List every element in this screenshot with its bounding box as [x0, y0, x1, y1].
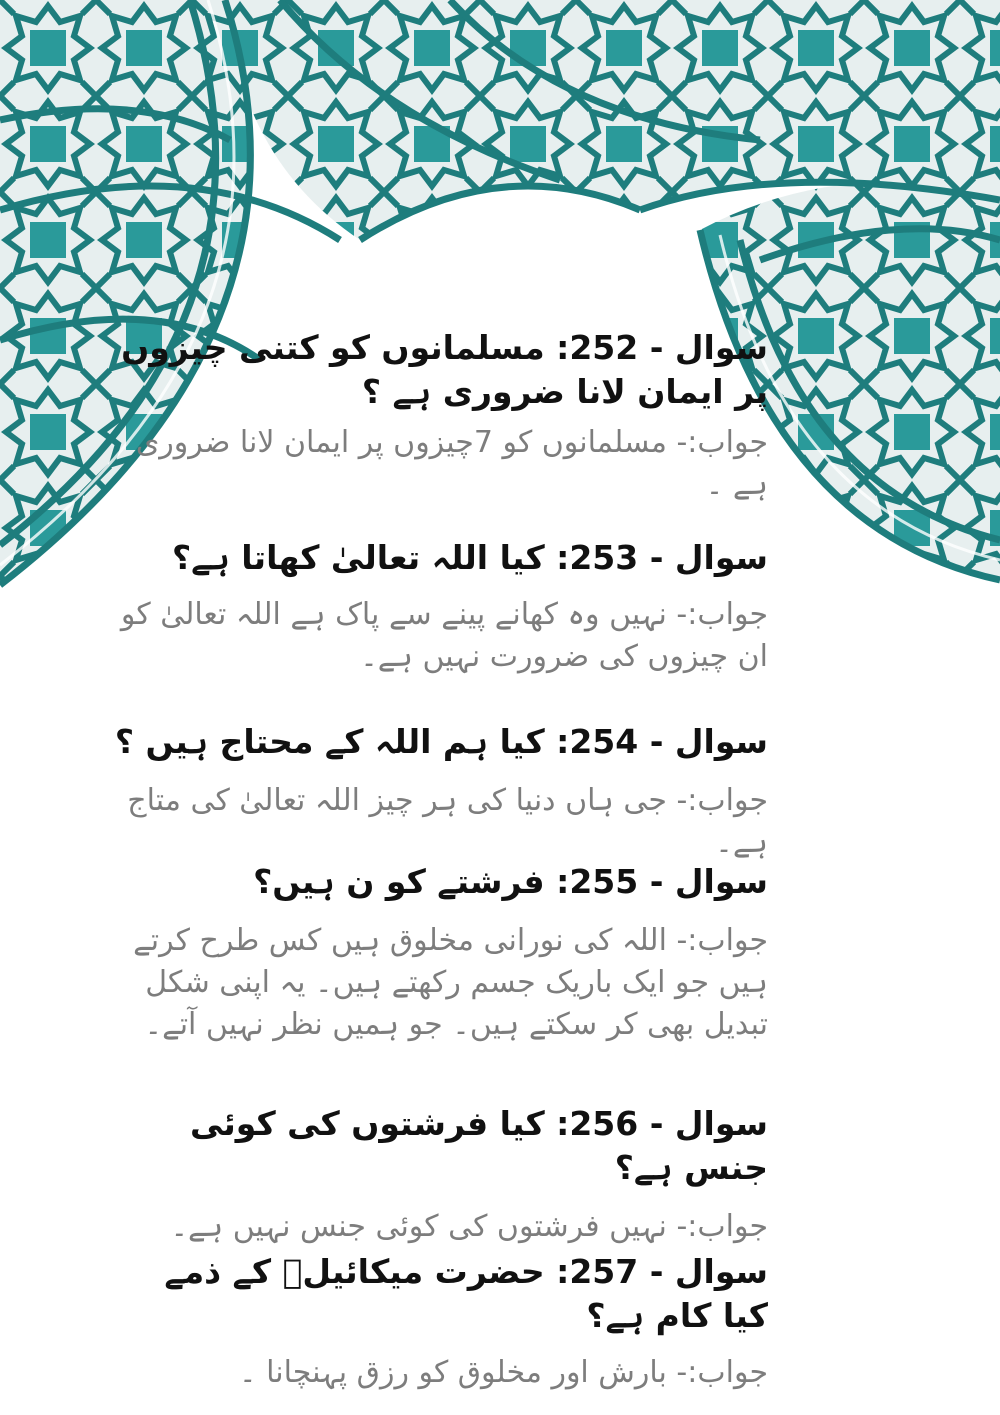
- qa-item-253: [108, 536, 768, 678]
- qa-item-256: [108, 1102, 768, 1248]
- answer-255: جواب:- اللہ کی نورانی مخلوق ہیں کس طرح کرتے ہیں جو ایک باریک جسم رکھتے ہیں۔ یہ اپنی شکل تبدیل بھی کر سکتے ہیں۔ جو ہمیں نظر نہیں آتے۔: [133, 923, 768, 1042]
- qa-item-254: [108, 720, 768, 864]
- answer-256: جواب:- نہیں فرشتوں کی کوئی جنس نہیں ہے۔: [170, 1209, 768, 1244]
- question-255: سوال - 255: فرشتے کو ن ہیں؟: [253, 862, 768, 901]
- qa-item-257: [108, 1250, 768, 1394]
- question-252: سوال - 252: مسلمانوں کو کتنی چیزوں پر ایمان لانا ضروری ہے ؟: [121, 328, 768, 411]
- ornament-background: [0, 0, 1000, 600]
- answer-252: جواب:- مسلمانوں کو 7چیزوں پر ایمان لانا ضروری ہے ۔: [135, 425, 768, 502]
- answer-254: جواب:- جی ہاں دنیا کی ہر چیز اللہ تعالیٰ کی متاج ہے۔: [127, 783, 768, 860]
- question-256: سوال - 256: کیا فرشتوں کی کوئی جنس ہے؟: [189, 1104, 768, 1187]
- question-257: سوال - 257: حضرت میکائیلؑ کے ذمے کیا کام ہے؟: [164, 1252, 768, 1335]
- qa-item-255: [108, 860, 768, 1046]
- qa-item-252: [108, 326, 768, 506]
- question-253: سوال - 253: کیا اللہ تعالیٰ کھاتا ہے؟: [171, 538, 768, 577]
- question-254: سوال - 254: کیا ہم اللہ کے محتاج ہیں ؟: [114, 722, 768, 761]
- answer-253: جواب:- نہیں وہ کھانے پینے سے پاک ہے اللہ تعالیٰ کو ان چیزوں کی ضرورت نہیں ہے۔: [120, 597, 768, 674]
- answer-257: جواب:- بارش اور مخلوق کو رزق پہنچانا ۔: [239, 1355, 768, 1390]
